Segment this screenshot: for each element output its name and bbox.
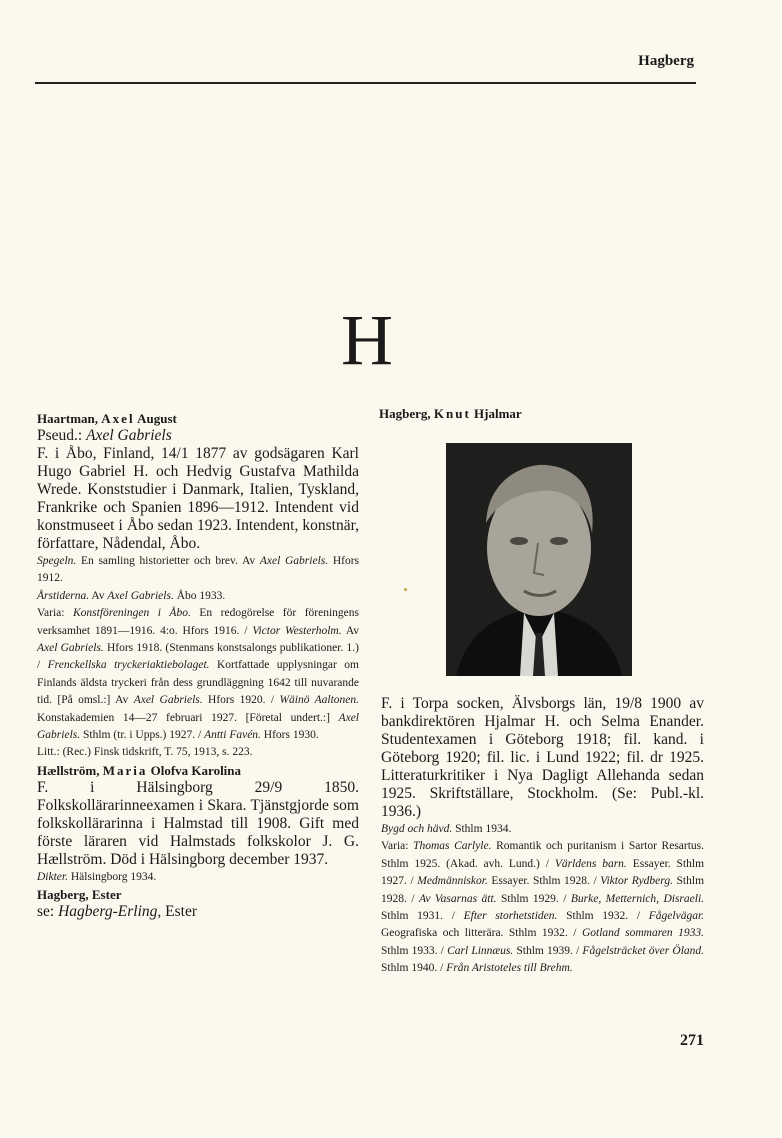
varia-text: Sthlm 1933. / <box>381 944 444 957</box>
work-title: Dikter. <box>37 870 68 883</box>
work-text: Av <box>91 589 105 602</box>
work-tail: Hfors 1912. <box>37 555 360 585</box>
pseud: Axel Gabriels <box>86 427 172 444</box>
se-ref: Hagberg-Erling, <box>58 903 162 921</box>
varia-author: Axel Gabriels. <box>133 694 203 707</box>
work-tail: Sthlm 1934. <box>455 823 512 835</box>
works-haartman-2 <box>37 588 359 605</box>
varia-title: Fågelsträcket över Öland. <box>582 944 705 957</box>
litt-label: Litt.: <box>37 746 60 759</box>
work-text: En samling historietter och brev. Av <box>80 555 256 567</box>
portrait-drawing <box>446 443 632 676</box>
given-name: Knut <box>433 406 471 421</box>
varia-text: Essayer. Sthlm 1928. / <box>491 875 597 888</box>
varia-title: Gotland sommaren 1933. <box>581 927 704 940</box>
varia-title: Victor Westerholm. <box>252 624 342 637</box>
works-knut <box>381 821 704 838</box>
varia-title: Medmänniskor. <box>417 875 488 888</box>
varia-title: Burke, Metternich, Disraeli. <box>570 892 705 905</box>
varia-text: Sthlm (tr. i Upps.) 1927. / <box>83 729 202 742</box>
varia-text: Hfors 1920. / <box>208 694 275 707</box>
varia-text: Sthlm 1940. / <box>381 962 444 975</box>
bio-haellstrom: F. i Hälsingborg 29/9 1850. Folkskollärarinneexamen i Skara. Tjänstgjorde som folkskollärarinna i Halmstad till 1908. Gift med förste läraren vid Halmstads folkskolor J. G. Hællström. Död i Hälsingborg december 1937. <box>37 778 359 868</box>
varia-title: Av Vasarnas ätt. <box>418 892 497 905</box>
page-number: 271 <box>680 1032 704 1049</box>
entry-heading-haellstrom <box>37 762 359 779</box>
se-label: se: <box>37 903 55 921</box>
surname: Hagberg, <box>379 406 431 421</box>
varia-author: Axel Gabriels. <box>37 642 104 655</box>
middle-name: August <box>137 411 177 426</box>
varia-title: Carl Linnæus. <box>447 944 514 957</box>
work-tail: Åbo 1933. <box>176 589 226 602</box>
varia-haartman <box>37 605 359 744</box>
varia-text: Sthlm 1928. / <box>381 875 705 905</box>
varia-text: En redogörelse för föreningens verksamhet 1891—1916. 4:o. Hfors 1916. / <box>37 607 360 637</box>
bio-haartman: F. i Åbo, Finland, 14/1 1877 av godsägaren Karl Hugo Gabriel H. och Hedvig Gustafva Mathilda Wrede. Konststudier i Danmark, Italien, Tyskland, Frankrike och Spanien 1896—1912. Intendent vid konstmuseet i Åbo sedan 1923. Intendent, konstnär, författare, Nådendal, Åbo. <box>37 445 359 552</box>
entry-heading-haartman <box>37 410 359 427</box>
se-tail: Ester <box>165 903 198 921</box>
varia-label: Varia: <box>37 607 65 620</box>
header-rule <box>35 82 696 84</box>
varia-title: Världens barn. <box>554 857 627 870</box>
work-tail: Hälsingborg 1934. <box>70 870 157 883</box>
entry-heading-knut <box>379 405 706 422</box>
varia-title: Antti Favén. <box>204 729 261 742</box>
paper-speck <box>404 588 407 591</box>
varia-text: Hfors 1930. <box>263 729 319 742</box>
varia-text: Konstakademien 14—27 februari 1927. [Företal undert.:] <box>37 711 330 724</box>
pseud-label: Pseud.: <box>37 427 83 444</box>
given-name: Maria <box>102 762 148 778</box>
work-title: Bygd och hävd. <box>381 823 453 835</box>
varia-author: Axel Gabriels. <box>37 711 360 742</box>
section-letter: H <box>341 300 393 380</box>
work-title: Årstiderna. <box>37 589 90 602</box>
varia-text: Sthlm 1939. / <box>516 944 580 957</box>
right-column-text <box>381 695 704 978</box>
varia-text: Sthlm 1932. / <box>566 910 641 923</box>
varia-title: Konstföreningen i Åbo. <box>72 607 191 620</box>
surname: Haartman, <box>37 411 99 426</box>
varia-title: Thomas Carlyle. <box>413 840 492 853</box>
varia-title: Från Aristoteles till Brehm. <box>446 962 573 975</box>
work-author: Axel Gabriels. <box>259 555 329 567</box>
cross-reference <box>37 903 359 921</box>
varia-text: Geografiska och litterära. Sthlm 1932. / <box>381 927 577 940</box>
varia-text: Av <box>345 624 360 637</box>
entry-heading-ester: Hagberg, Ester <box>37 887 122 903</box>
varia-label: Varia: <box>381 840 409 853</box>
pseudonym-line <box>37 427 359 445</box>
works-haellstrom <box>37 869 359 886</box>
varia-knut <box>381 838 704 977</box>
varia-text: Kortfattade upplysningar om Finlands äldsta tryckeri från dess grundläggning 1642 till nuvarande tid. [På omsl.:] Av <box>37 659 360 707</box>
running-head: Hagberg <box>638 53 694 69</box>
varia-title: Fågelvägar. <box>648 910 705 923</box>
portrait-photo <box>446 443 632 676</box>
given-name: Axel <box>101 411 135 426</box>
varia-text: Sthlm 1931. / <box>381 910 455 923</box>
middle-name: Hjalmar <box>474 406 522 421</box>
varia-title: Frenckellska tryckeriaktiebolaget. <box>47 659 210 672</box>
right-heading <box>379 405 706 422</box>
varia-text: Essayer. Sthlm 1927. / <box>381 857 705 888</box>
work-title: Spegeln. <box>37 555 77 567</box>
left-column <box>37 410 359 921</box>
middle-name: Olofva Karolina <box>150 762 242 778</box>
bio-knut: F. i Torpa socken, Älvsborgs län, 19/8 1900 av bankdirektören Hjalmar H. och Selma Enander. Studentexamen i Göteborg 1918; fil. kand. i Göteborg 1920; fil. lic. i Lund 1922; fil. dr 1925. Litteraturkritiker i Nya Dagligt Allehanda sedan 1925. Skriftställare, Stockholm. (Se: Publ.-kl. 1936.) <box>381 695 704 820</box>
work-author: Axel Gabriels. <box>107 589 174 602</box>
varia-title: Wäinö Aaltonen. <box>279 694 360 707</box>
litt-haartman <box>37 744 359 761</box>
varia-text: Romantik och puritanism i Sartor Resartus. Sthlm 1925. (Akad. avh. Lund.) / <box>381 840 705 870</box>
varia-text: Hfors 1918. (Stenmans konstsalongs publikationer. 1.) / <box>37 642 359 672</box>
works-haartman <box>37 553 359 588</box>
varia-title: Efter storhetstiden. <box>463 910 558 923</box>
varia-title: Viktor Rydberg. <box>600 875 673 888</box>
varia-text: Sthlm 1929. / <box>501 892 567 905</box>
surname: Hællström, <box>37 762 100 778</box>
litt-text: (Rec.) Finsk tidskrift, T. 75, 1913, s. 223. <box>62 746 253 759</box>
